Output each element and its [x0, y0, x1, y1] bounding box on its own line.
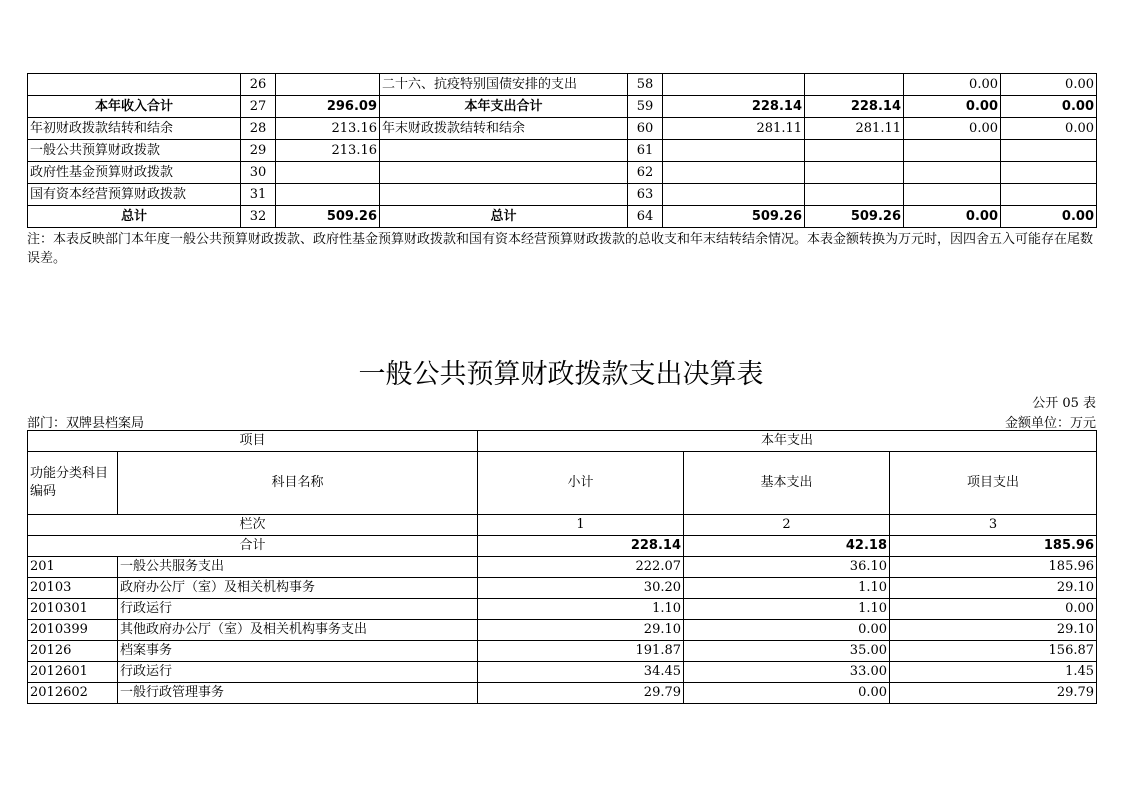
summary-table-body [28, 74, 1097, 228]
subtotal-amount: 30.20 [478, 578, 684, 599]
subject-name: 其他政府办公厅（室）及相关机构事务支出 [118, 620, 478, 641]
expense-line-no: 63 [628, 184, 663, 206]
table-row [28, 599, 1097, 620]
income-amount: 213.16 [276, 140, 380, 162]
expense-general-budget [805, 184, 904, 206]
income-line-no: 26 [241, 74, 276, 96]
income-line-no: 32 [241, 206, 276, 228]
income-expense-summary-table [27, 73, 1097, 228]
subtotal-amount: 34.45 [478, 662, 684, 683]
expense-fund-budget [904, 162, 1001, 184]
expense-general-budget: 281.11 [805, 118, 904, 140]
project-amount: 0.00 [890, 599, 1097, 620]
income-item: 本年收入合计 [28, 96, 241, 118]
expense-state-capital [1001, 140, 1097, 162]
expense-total: 509.26 [663, 206, 805, 228]
subject-name: 政府办公厅（室）及相关机构事务 [118, 578, 478, 599]
basic-amount: 35.00 [684, 641, 890, 662]
table-row [28, 641, 1097, 662]
income-amount [276, 74, 380, 96]
amount-unit-label: 金额单位：万元 [1004, 416, 1096, 431]
basic-amount: 1.10 [684, 599, 890, 620]
function-code: 2010399 [28, 620, 118, 641]
project-amount: 185.96 [890, 557, 1097, 578]
income-item: 国有资本经营预算财政拨款 [28, 184, 241, 206]
table-row [28, 557, 1097, 578]
subject-name: 行政运行 [118, 662, 478, 683]
basic-amount: 0.00 [684, 683, 890, 704]
income-item: 总计 [28, 206, 241, 228]
table-row [28, 620, 1097, 641]
expense-state-capital: 0.00 [1001, 74, 1097, 96]
function-code: 20103 [28, 578, 118, 599]
expense-line-no: 61 [628, 140, 663, 162]
form-number: 公开 05 表 [1032, 396, 1096, 411]
project-amount: 29.79 [890, 683, 1097, 704]
income-amount: 509.26 [276, 206, 380, 228]
basic-amount: 33.00 [684, 662, 890, 683]
header-year-expenditure: 本年支出 [478, 431, 1097, 452]
function-code: 201 [28, 557, 118, 578]
table-row [28, 578, 1097, 599]
expense-total [663, 162, 805, 184]
subject-name: 行政运行 [118, 599, 478, 620]
table-row [28, 683, 1097, 704]
income-line-no: 28 [241, 118, 276, 140]
project-amount: 29.10 [890, 620, 1097, 641]
expenditure-table-body [28, 431, 1097, 704]
expense-item: 本年支出合计 [380, 96, 628, 118]
table-row [28, 206, 1097, 228]
total-project: 185.96 [890, 536, 1097, 557]
expense-item [380, 162, 628, 184]
table-row [28, 140, 1097, 162]
expense-fund-budget: 0.00 [904, 74, 1001, 96]
table-row [28, 184, 1097, 206]
total-row [28, 536, 1097, 557]
column-index-label: 栏次 [28, 515, 478, 536]
general-budget-expenditure-table [27, 430, 1097, 704]
table-row [28, 118, 1097, 140]
project-amount: 29.10 [890, 578, 1097, 599]
expense-item [380, 140, 628, 162]
income-item [28, 74, 241, 96]
income-amount [276, 162, 380, 184]
subject-name: 一般行政管理事务 [118, 683, 478, 704]
function-code: 2012602 [28, 683, 118, 704]
table-row [28, 162, 1097, 184]
income-amount [276, 184, 380, 206]
subject-name: 档案事务 [118, 641, 478, 662]
total-label: 合计 [28, 536, 478, 557]
header-project-expenditure: 项目支出 [890, 452, 1097, 515]
expense-fund-budget [904, 184, 1001, 206]
subtotal-amount: 191.87 [478, 641, 684, 662]
income-item: 年初财政拨款结转和结余 [28, 118, 241, 140]
total-basic: 42.18 [684, 536, 890, 557]
expense-line-no: 64 [628, 206, 663, 228]
expense-general-budget: 228.14 [805, 96, 904, 118]
income-line-no: 31 [241, 184, 276, 206]
table-row [28, 74, 1097, 96]
expense-fund-budget: 0.00 [904, 206, 1001, 228]
expense-fund-budget [904, 140, 1001, 162]
function-code: 2012601 [28, 662, 118, 683]
header-row-1 [28, 431, 1097, 452]
subject-name: 一般公共服务支出 [118, 557, 478, 578]
subtotal-amount: 1.10 [478, 599, 684, 620]
expense-line-no: 59 [628, 96, 663, 118]
project-amount: 1.45 [890, 662, 1097, 683]
income-line-no: 27 [241, 96, 276, 118]
table-row [28, 96, 1097, 118]
header-basic-expenditure: 基本支出 [684, 452, 890, 515]
income-amount: 296.09 [276, 96, 380, 118]
income-line-no: 29 [241, 140, 276, 162]
expense-item [380, 184, 628, 206]
expense-state-capital: 0.00 [1001, 206, 1097, 228]
page-title: 一般公共预算财政拨款支出决算表 [358, 359, 764, 390]
table-row [28, 662, 1097, 683]
expense-state-capital: 0.00 [1001, 118, 1097, 140]
header-subtotal: 小计 [478, 452, 684, 515]
header-function-code: 功能分类科目编码 [28, 452, 118, 515]
income-item: 政府性基金预算财政拨款 [28, 162, 241, 184]
income-line-no: 30 [241, 162, 276, 184]
expense-state-capital [1001, 162, 1097, 184]
expense-line-no: 62 [628, 162, 663, 184]
subtotal-amount: 222.07 [478, 557, 684, 578]
expense-total [663, 74, 805, 96]
subtotal-amount: 29.79 [478, 683, 684, 704]
expense-item: 总计 [380, 206, 628, 228]
expense-line-no: 60 [628, 118, 663, 140]
basic-amount: 0.00 [684, 620, 890, 641]
column-index-2: 2 [684, 515, 890, 536]
income-amount: 213.16 [276, 118, 380, 140]
expense-state-capital [1001, 184, 1097, 206]
expense-item: 二十六、抗疫特别国债安排的支出 [380, 74, 628, 96]
department-label: 部门：双牌县档案局 [27, 416, 145, 431]
header-row-2 [28, 452, 1097, 515]
function-code: 2010301 [28, 599, 118, 620]
expense-total: 281.11 [663, 118, 805, 140]
table-note: 注：本表反映部门本年度一般公共预算财政拨款、政府性基金预算财政拨款和国有资本经营预算财政拨款的总收支和年末结转结余情况。本表金额转换为万元时，因四舍五入可能存在尾数误差。 [27, 232, 1094, 266]
expense-fund-budget: 0.00 [904, 118, 1001, 140]
expense-total [663, 140, 805, 162]
income-item: 一般公共预算财政拨款 [28, 140, 241, 162]
expense-line-no: 58 [628, 74, 663, 96]
subtotal-amount: 29.10 [478, 620, 684, 641]
header-item: 项目 [28, 431, 478, 452]
expense-general-budget [805, 140, 904, 162]
expense-state-capital: 0.00 [1001, 96, 1097, 118]
basic-amount: 36.10 [684, 557, 890, 578]
expense-fund-budget: 0.00 [904, 96, 1001, 118]
expense-total [663, 184, 805, 206]
basic-amount: 1.10 [684, 578, 890, 599]
expense-total: 228.14 [663, 96, 805, 118]
column-index-3: 3 [890, 515, 1097, 536]
expense-general-budget [805, 162, 904, 184]
expense-general-budget: 509.26 [805, 206, 904, 228]
expense-item: 年末财政拨款结转和结余 [380, 118, 628, 140]
expense-general-budget [805, 74, 904, 96]
column-index-1: 1 [478, 515, 684, 536]
header-subject-name: 科目名称 [118, 452, 478, 515]
function-code: 20126 [28, 641, 118, 662]
project-amount: 156.87 [890, 641, 1097, 662]
total-subtotal: 228.14 [478, 536, 684, 557]
column-index-row [28, 515, 1097, 536]
